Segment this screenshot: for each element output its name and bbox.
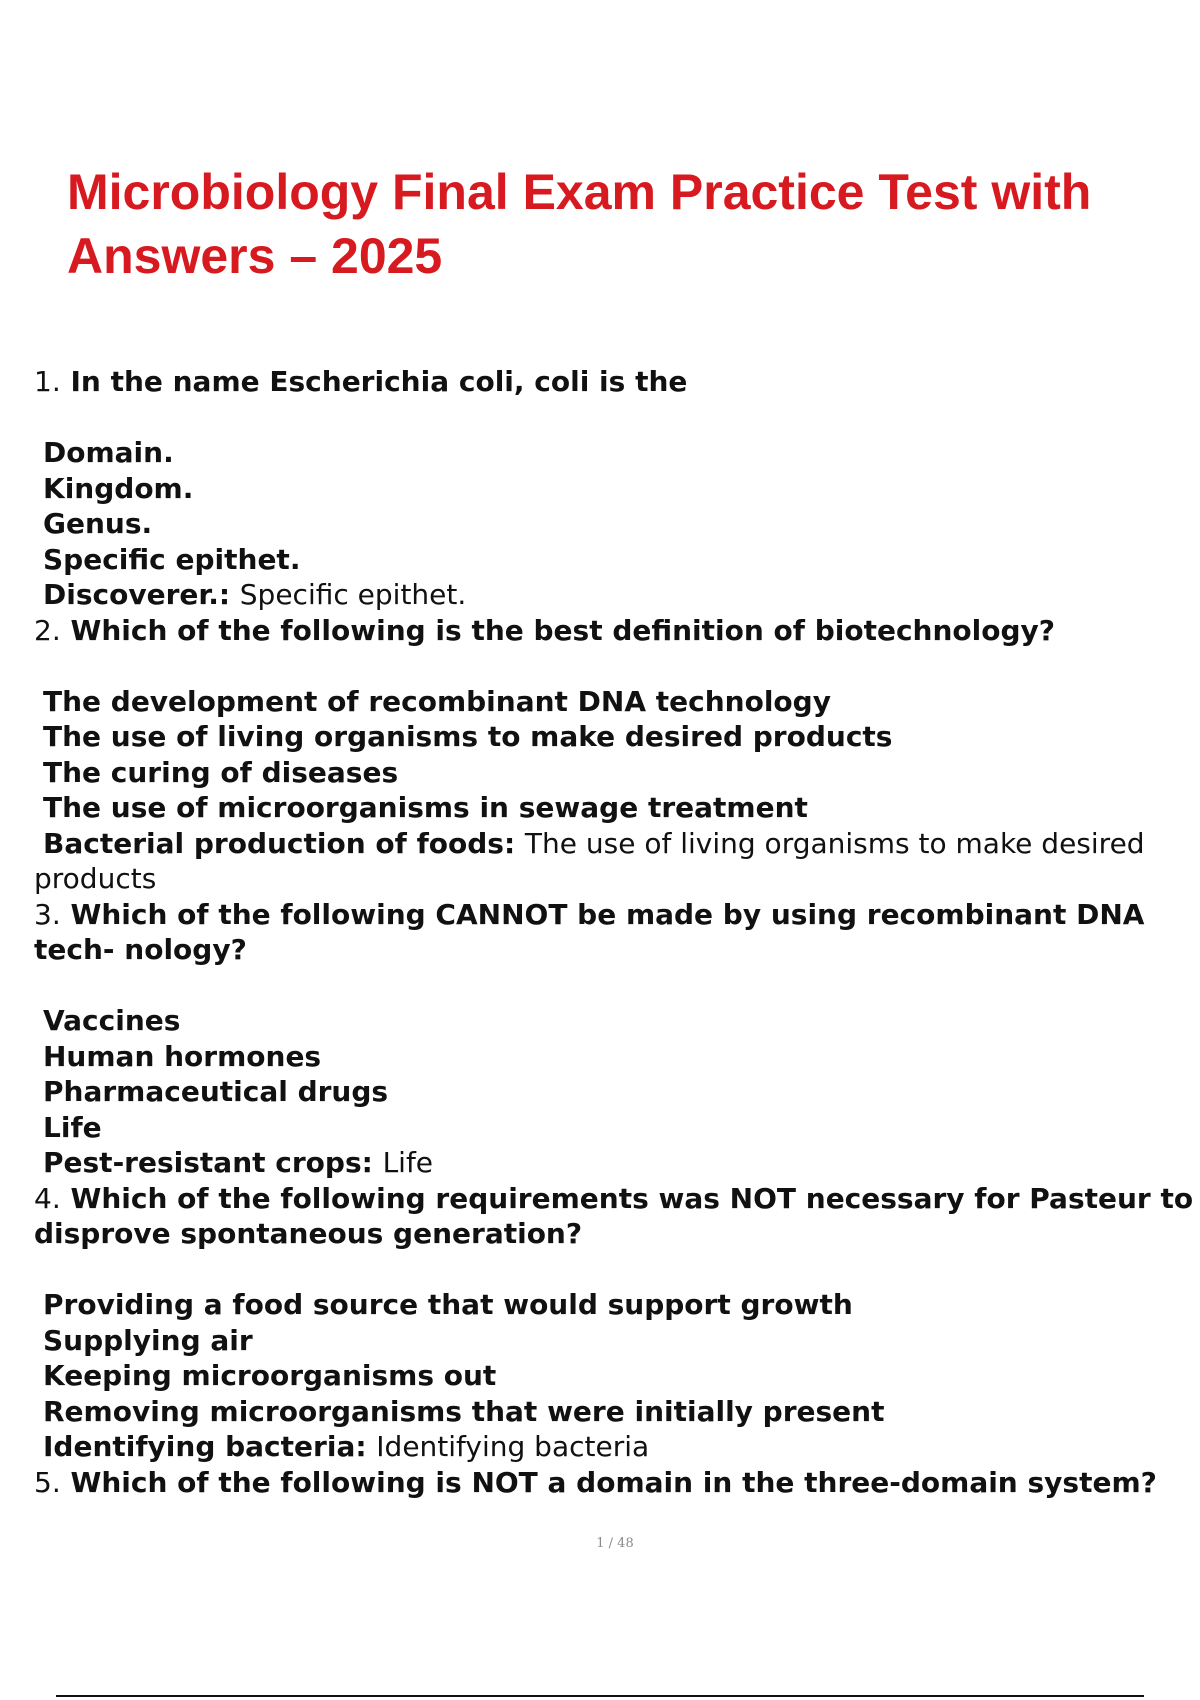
question-number: 3.	[34, 897, 61, 931]
question-4	[34, 1181, 1194, 1465]
question-5	[34, 1465, 1194, 1501]
option: The use of living organisms to make desired products	[43, 720, 893, 753]
question-2	[34, 613, 1194, 897]
option: Identifying bacteria:	[43, 1430, 367, 1463]
answer: The use of living organisms to make desired products	[34, 826, 1145, 895]
question-text	[34, 1181, 1194, 1252]
option: Providing a food source that would support growth	[43, 1288, 853, 1321]
question-text	[34, 1465, 1194, 1501]
question-prompt: Which of the following is NOT a domain in the three-domain system?	[70, 1465, 1157, 1499]
question-prompt: Which of the following CANNOT be made by using recombinant DNA tech- nology?	[34, 897, 1145, 966]
page-number: 1 / 48	[596, 1536, 634, 1551]
question-text	[34, 897, 1194, 968]
option: Kingdom.	[43, 471, 194, 505]
question-number: 5.	[34, 1465, 61, 1499]
answer: Identifying bacteria	[376, 1430, 650, 1463]
spacer	[34, 400, 1194, 436]
option-with-answer	[34, 826, 1194, 897]
question-text	[34, 613, 1194, 649]
question-number: 2.	[34, 613, 61, 647]
option: Life	[43, 1110, 102, 1144]
option: Domain.	[43, 436, 174, 469]
document-title	[67, 160, 1200, 288]
question-list	[34, 364, 1194, 1500]
option: Discoverer.:	[43, 578, 231, 611]
question-text	[34, 364, 1194, 400]
option: Keeping microorganisms out	[43, 1359, 497, 1392]
option: Specific epithet.	[43, 542, 301, 576]
question-prompt: Which of the following is the best definition of biotechnology?	[70, 613, 1056, 647]
option-with-answer	[34, 577, 1194, 613]
option: Vaccines	[43, 1004, 181, 1037]
option: The development of recombinant DNA technology	[43, 684, 831, 718]
option: Supplying air	[43, 1323, 253, 1357]
question-number: 4.	[34, 1181, 61, 1215]
option-with-answer	[34, 1145, 1194, 1181]
question-1	[34, 364, 1194, 613]
footer-divider	[56, 1695, 1144, 1697]
option-with-answer	[34, 1429, 1194, 1465]
option: The use of microorganisms in sewage treatment	[43, 791, 808, 824]
question-prompt: Which of the following requirements was NOT necessary for Pasteur to disprove spontaneous generation?	[34, 1181, 1194, 1250]
option: The curing of diseases	[43, 755, 399, 789]
option: Human hormones	[43, 1039, 322, 1073]
answer: Life	[382, 1146, 434, 1179]
answer: Specific epithet.	[239, 578, 467, 611]
option: Genus.	[43, 507, 153, 540]
spacer	[34, 648, 1194, 684]
question-prompt: In the name Escherichia coli, coli is the	[70, 365, 688, 398]
option: Bacterial production of foods:	[43, 826, 516, 860]
title-line-1: Microbiology Final Exam Practice Test with	[67, 164, 1092, 220]
option: Pest-resistant crops:	[43, 1146, 373, 1179]
option: Pharmaceutical drugs	[43, 1075, 389, 1108]
title-line-2: Answers – 2025	[67, 228, 443, 284]
spacer	[34, 1252, 1194, 1288]
spacer	[34, 968, 1194, 1004]
question-3	[34, 897, 1194, 1181]
question-number: 1.	[34, 365, 61, 398]
option: Removing microorganisms that were initially present	[43, 1394, 885, 1428]
